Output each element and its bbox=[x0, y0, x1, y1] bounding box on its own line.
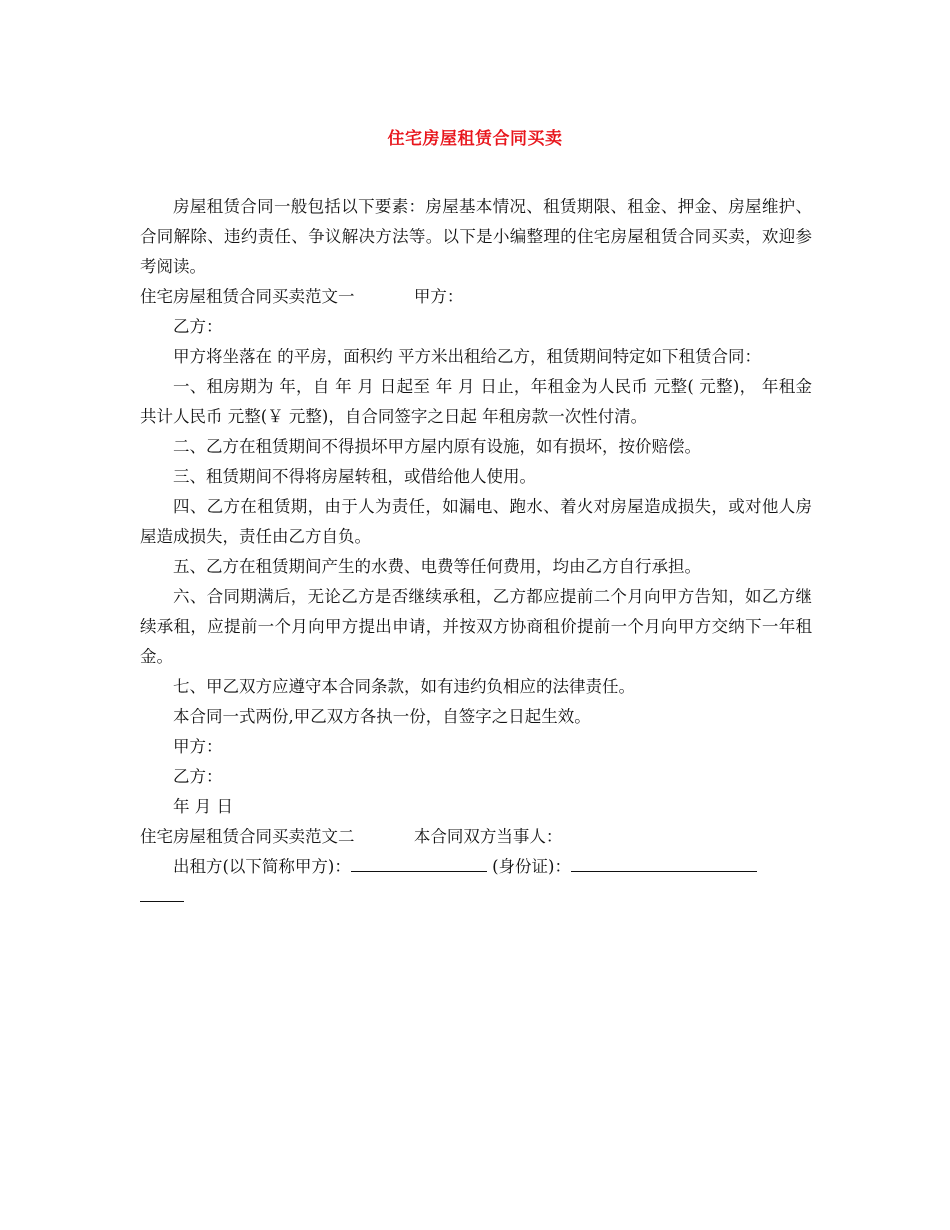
signature-party-b: 乙方： bbox=[173, 767, 223, 786]
sample1-party-a: 甲方： bbox=[413, 287, 464, 306]
id-number-blank bbox=[571, 853, 757, 872]
sample1-intro: 甲方将坐落在 的平房，面积约 平方米出租给乙方，租赁期间特定如下租赁合同： bbox=[173, 347, 761, 366]
id-continuation-line bbox=[140, 882, 812, 912]
sample2-heading: 住宅房屋租赁合同买卖范文二 bbox=[140, 827, 355, 846]
clause-5: 五、乙方在租赁期间产生的水费、电费等任何费用，均由乙方自行承担。 bbox=[173, 557, 701, 576]
signature-date: 年 月 日 bbox=[173, 797, 233, 816]
id-label: (身份证)： bbox=[492, 857, 571, 876]
id-number-blank-continued bbox=[140, 883, 184, 902]
lessor-label: 出租方(以下简称甲方)： bbox=[173, 857, 351, 876]
sample1-party-b: 乙方： bbox=[173, 317, 223, 336]
sample2-heading-line bbox=[140, 822, 812, 852]
lessor-line bbox=[140, 852, 812, 882]
clause-2: 二、乙方在租赁期间不得损坏甲方屋内原有设施，如有损坏，按价赔偿。 bbox=[173, 437, 701, 456]
clause-4: 四、乙方在租赁期，由于人为责任，如漏电、跑水、着火对房屋造成损失，或对他人房屋造成损失，责任由乙方自负。 bbox=[140, 497, 812, 546]
intro-paragraph: 房屋租赁合同一般包括以下要素：房屋基本情况、租赁期限、租金、押金、房屋维护、合同解除、违约责任、争议解决方法等。以下是小编整理的住宅房屋租赁合同买卖，欢迎参考阅读。 bbox=[140, 197, 812, 276]
clause-1: 一、租房期为 年，自 年 月 日起至 年 月 日止，年租金为人民币 元整( 元整)， 年租金共计人民币 元整(￥ 元整)，自合同签字之日起 年租房款一次性付清。 bbox=[140, 377, 812, 426]
clause-6: 六、合同期满后，无论乙方是否继续承租，乙方都应提前二个月向甲方告知，如乙方继续承租，应提前一个月向甲方提出申请，并按双方协商租价提前一个月向甲方交纳下一年租金。 bbox=[140, 587, 812, 666]
document-body bbox=[140, 192, 812, 912]
effect-statement: 本合同一式两份,甲乙双方各执一份，自签字之日起生效。 bbox=[173, 707, 591, 726]
sample1-heading: 住宅房屋租赁合同买卖范文一 bbox=[140, 287, 355, 306]
clause-7: 七、甲乙双方应遵守本合同条款，如有违约负相应的法律责任。 bbox=[173, 677, 635, 696]
document-title: 住宅房屋租赁合同买卖 bbox=[387, 129, 563, 149]
clause-3: 三、租赁期间不得将房屋转租，或借给他人使用。 bbox=[173, 467, 536, 486]
sample2-parties: 本合同双方当事人： bbox=[413, 827, 563, 846]
signature-party-a: 甲方： bbox=[173, 737, 223, 756]
sample1-heading-line bbox=[140, 282, 812, 312]
lessor-name-blank bbox=[351, 853, 487, 872]
